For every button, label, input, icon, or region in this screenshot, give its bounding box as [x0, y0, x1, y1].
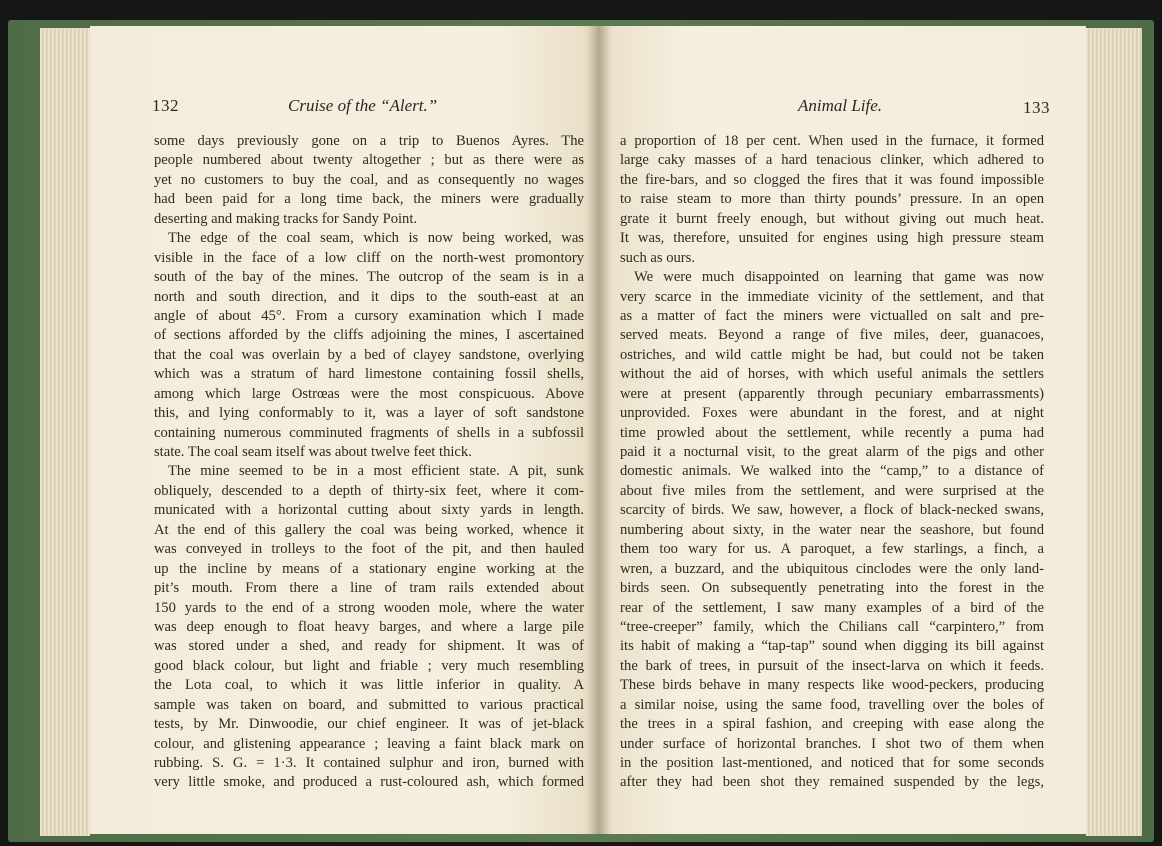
text-line: “tree-creeper” family, which the Chilians call “carpintero,” from — [620, 618, 1044, 635]
text-line: wren, a buzzard, and the ubiquitous cinclodes were the only land- — [620, 560, 1044, 577]
text-line: had been paid for a long time back, the miners were gradually — [154, 191, 584, 208]
text-line: birds seen. On subsequently penetrating into the forest in the — [620, 580, 1044, 597]
text-line: was stored under a shed, and ready for shipment. It was of — [154, 638, 584, 655]
text-line: pit’s mouth. From there a line of tram rails extended about — [154, 580, 584, 597]
text-line: At the end of this gallery the coal was being worked, whence it — [154, 521, 584, 538]
text-line: visible in the face of a low cliff on the north-west promontory — [154, 249, 584, 266]
right-page — [598, 26, 1086, 834]
text-line: deserting and making tracks for Sandy Point. — [154, 210, 418, 227]
text-line: It was, therefore, unsuited for engines using high pressure steam — [620, 230, 1044, 247]
text-line: ostriches, and wild cattle might be had, but could not be taken — [620, 346, 1044, 363]
text-line: domestic animals. We walked into the “camp,” to a distance of — [620, 463, 1044, 480]
text-line: The edge of the coal seam, which is now being worked, was — [168, 230, 584, 247]
text-line: These birds behave in many respects like wood-peckers, producing — [620, 677, 1044, 694]
left-page — [90, 26, 598, 834]
text-line: them too wary for us. A paroquet, a few starlings, a finch, a — [620, 541, 1044, 558]
text-line: this, and lying conformably to it, was a layer of soft sandstone — [154, 405, 584, 422]
text-line: up the incline by means of a stationary engine working at the — [154, 560, 584, 577]
text-line: served meats. Beyond a range of five miles, deer, guanacoes, — [620, 327, 1044, 344]
text-line: numbering about sixty, in the water near the seashore, but found — [620, 521, 1044, 538]
left-page-number: 132 — [152, 96, 179, 115]
left-page-body — [154, 132, 584, 793]
text-line: was deep enough to float heavy barges, and where a large pile — [154, 618, 584, 635]
text-line: containing numerous comminuted fragments of shells in a subfossil — [154, 424, 584, 441]
text-line: very scarce in the immediate vicinity of the settlement, and that — [620, 288, 1044, 305]
text-line: that the coal was overlain by a bed of clayey sandstone, overlying — [154, 346, 584, 363]
text-line: obliquely, descended to a depth of thirty-six feet, where it com- — [154, 482, 584, 499]
text-line: to raise steam to more than thirty pounds’ pressure. In an open — [620, 191, 1044, 208]
text-line: after they had been shot they remained suspended by the legs, — [620, 774, 1044, 791]
text-line: The mine seemed to be in a most efficient state. A pit, sunk — [168, 463, 584, 480]
text-line: as a matter of fact the miners were victualled on salt and pre- — [620, 307, 1044, 324]
text-line: a proportion of 18 per cent. When used in the furnace, it formed — [620, 133, 1044, 149]
text-line: some days previously gone on a trip to Buenos Ayres. The — [154, 133, 584, 149]
left-page-header — [90, 96, 598, 122]
text-line: We were much disappointed on learning that game was now — [634, 269, 1044, 286]
text-line: about five miles from the settlement, and were surprised at the — [620, 482, 1044, 499]
text-line: sample was taken on board, and submitted to various practical — [154, 696, 584, 713]
text-line: its habit of making a “tap-tap” sound when digging its bill against — [620, 638, 1044, 655]
text-line: which was a stratum of hard limestone containing fossil shells, — [154, 366, 584, 383]
text-line: the fire-bars, and so clogged the fires that it was found impossible — [620, 171, 1044, 188]
text-line: people numbered about twenty altogether ; but as there were as — [154, 152, 584, 169]
left-page-edges — [40, 28, 90, 836]
text-line: among which large Ostrœas were the most conspicuous. Above — [154, 385, 584, 402]
text-line: south of the bay of the mines. The outcrop of the seam is in a — [154, 269, 584, 286]
right-page-header — [598, 96, 1086, 122]
text-line: good black colour, but light and friable ; very much resembling — [154, 657, 584, 674]
text-line: tests, by Mr. Dinwoodie, our chief engineer. It was of jet-black — [154, 716, 584, 733]
book-gutter — [588, 26, 610, 834]
text-line: angle of about 45°. From a cursory examination which I made — [154, 307, 584, 324]
text-line: municated with a horizontal cutting about sixty yards in length. — [154, 502, 584, 519]
right-page-edges — [1086, 28, 1142, 836]
text-line: large caky masses of a hard tenacious clinker, which adhered to — [620, 152, 1044, 169]
text-line: under surface of horizontal branches. I shot two of them when — [620, 735, 1044, 752]
text-line: north and south direction, and it dips to the south-east at an — [154, 288, 584, 305]
text-line: in the position last-mentioned, and noticed that for some seconds — [620, 755, 1044, 771]
text-line: very little smoke, and produced a rust-coloured ash, which formed — [154, 774, 584, 791]
text-line: colour, and glistening appearance ; leaving a faint black mark on — [154, 735, 584, 752]
text-line: scarcity of birds. We saw, however, a flock of black-necked swans, — [620, 502, 1044, 519]
right-page-number: 133 — [1023, 98, 1050, 117]
text-line: a similar noise, using the same food, travelling over the boles of — [620, 696, 1044, 713]
text-line: 150 yards to the end of a strong wooden mole, where the water — [154, 599, 584, 616]
text-line: yet no customers to buy the coal, and as consequently no wages — [154, 171, 584, 188]
text-line: unprovided. Foxes were abundant in the forest, and at night — [620, 405, 1044, 422]
text-line: such as ours. — [620, 249, 695, 266]
text-line: paid it a nocturnal visit, to the great alarm of the pigs and other — [620, 444, 1044, 460]
text-line: without the aid of horses, with which useful animals the settlers — [620, 366, 1044, 383]
text-line: rear of the settlement, I saw many examples of a bird of the — [620, 599, 1044, 616]
right-page-body — [620, 132, 1044, 793]
text-line: the trees in a spiral fashion, and creeping with ease along the — [620, 716, 1044, 733]
text-line: state. The coal seam itself was about twelve feet thick. — [154, 444, 472, 460]
text-line: the bark of trees, in pursuit of the insect-larva on which it feeds. — [620, 657, 1044, 674]
text-line: rubbing. S. G. = 1·3. It contained sulphur and iron, burned with — [154, 755, 584, 771]
text-line: the Lota coal, to which it was little inferior in quality. A — [154, 677, 584, 694]
text-line: was conveyed in trolleys to the foot of the pit, and then hauled — [154, 541, 584, 558]
text-line: of sections afforded by the cliffs adjoining the mines, I ascertained — [154, 327, 584, 344]
text-line: grate it burnt freely enough, but without giving out much heat. — [620, 210, 1044, 227]
text-line: were at present (apparently through pecuniary embarrassments) — [620, 385, 1044, 402]
left-running-head: Cruise of the “Alert.” — [288, 96, 438, 115]
right-running-head: Animal Life. — [798, 96, 883, 115]
text-line: time prowled about the settlement, while recently a puma had — [620, 424, 1044, 441]
